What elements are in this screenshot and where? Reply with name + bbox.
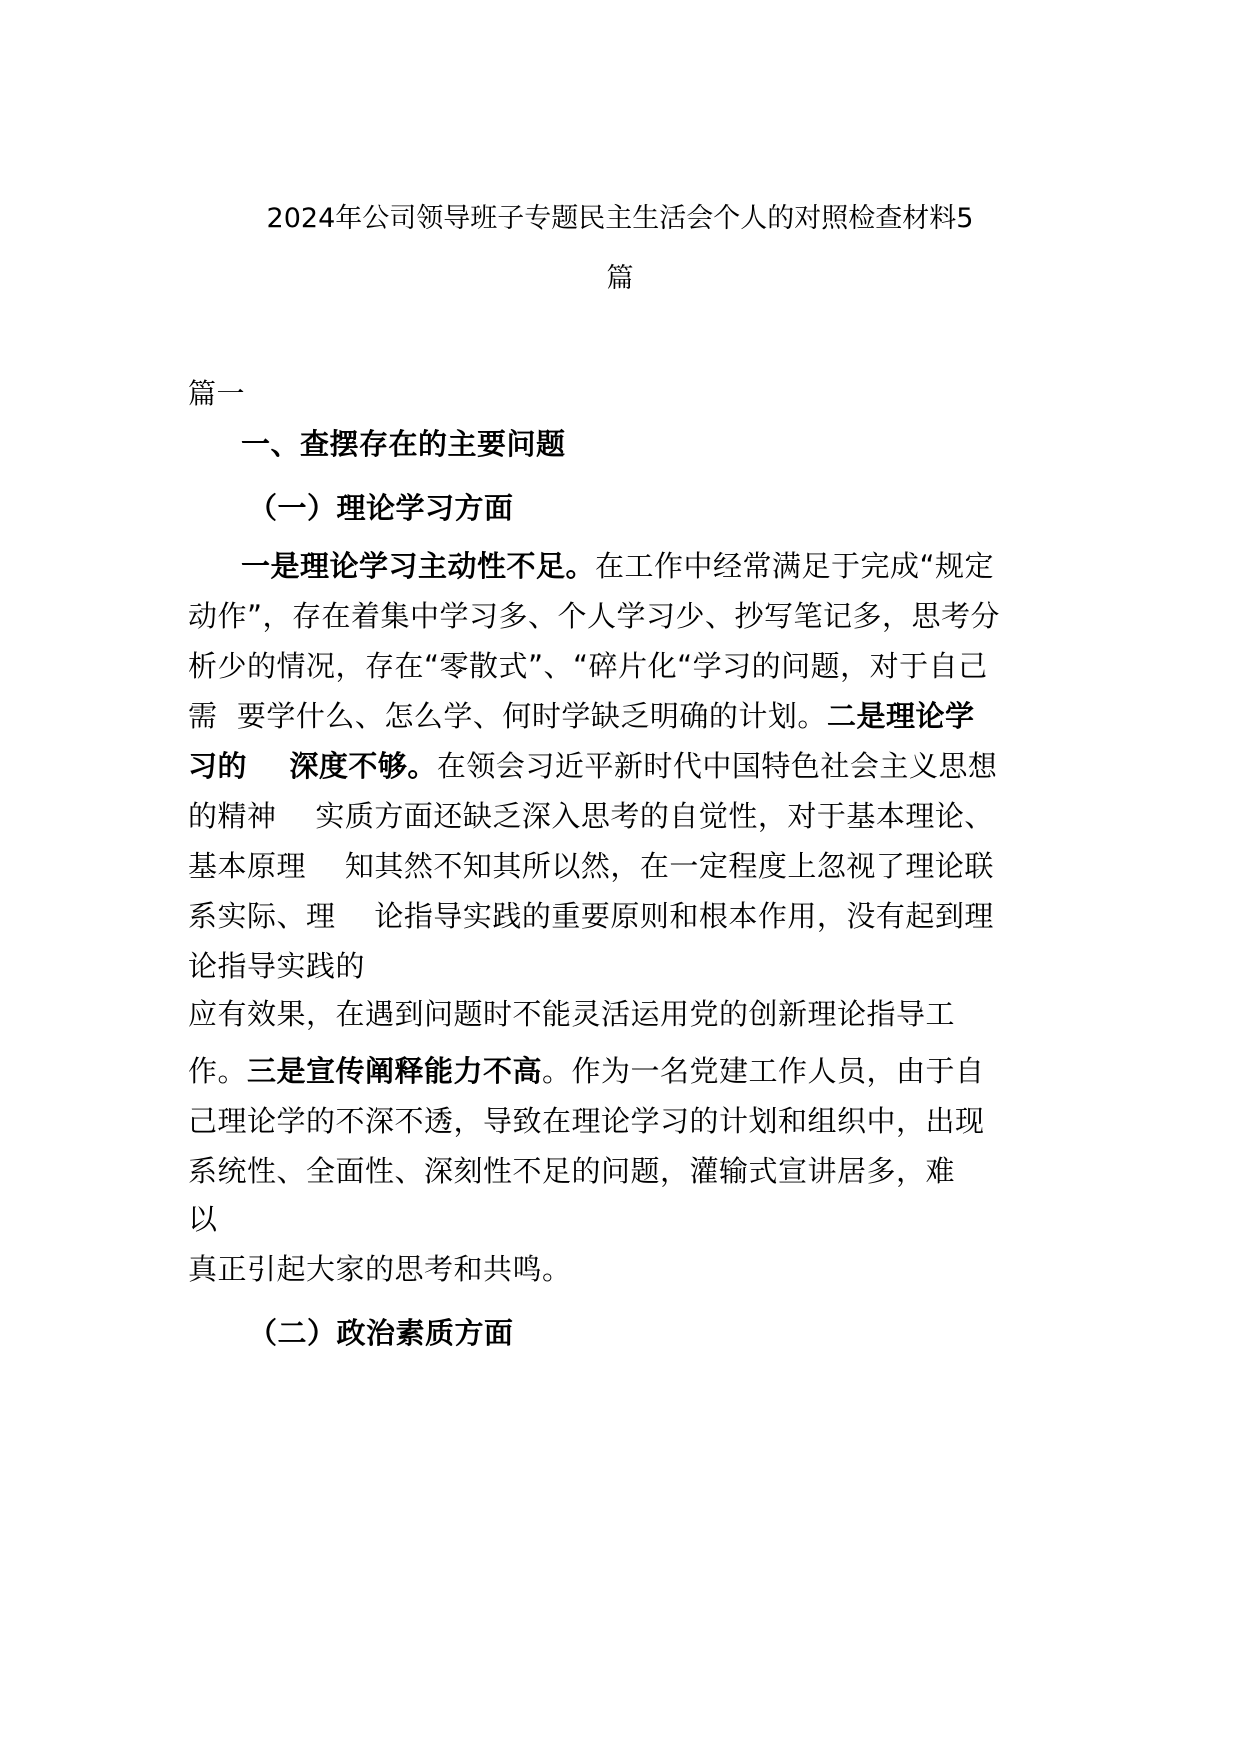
paragraph-line: 系实际、理 论指导实践的重要原则和根本作用，没有起到理 — [188, 899, 994, 933]
paragraph-line: 习的 深度不够。在领会习近平新时代中国特色社会主义思想 — [188, 749, 998, 783]
paragraph-line: 动作”，存在着集中学习多、个人学习少、抄写笔记多，思考分 — [188, 599, 1001, 633]
document-title-line-1: 2024年公司领导班子专题民主生活会个人的对照检查材料5 — [266, 203, 974, 234]
paragraph-line: 基本原理 知其然不知其所以然，在一定程度上忽视了理论联 — [188, 849, 994, 883]
paragraph-line: 真正引起大家的思考和共鸣。 — [188, 1252, 572, 1286]
bold-point-3: 三是宣传阐释能力不高 — [247, 1054, 543, 1088]
paragraph-line: 论指导实践的 — [188, 949, 366, 983]
paragraph-line: 的精神 实质方面还缺乏深入思考的自觉性，对于基本理论、 — [188, 799, 994, 833]
paragraph-line: 应有效果，在遇到问题时不能灵活运用党的创新理论指导工 — [188, 997, 956, 1031]
subsection-heading-theory: （一）理论学习方面 — [248, 491, 514, 525]
paragraph-line: 析少的情况，存在“零散式”、“碎片化“学习的问题，对于自己 — [188, 649, 988, 683]
paragraph-line: 一是理论学习主动性不足。在工作中经常满足于完成“规定 — [241, 549, 995, 583]
section-heading: 一、查摆存在的主要问题 — [241, 427, 566, 461]
bold-point-2-end: 习的 深度不够。 — [188, 749, 437, 783]
subsection-heading-political: （二）政治素质方面 — [248, 1316, 514, 1350]
paragraph-line: 以 — [188, 1202, 218, 1236]
paragraph-line: 己理论学的不深不透，导致在理论学习的计划和组织中，出现 — [188, 1104, 985, 1138]
document-title-line-2: 篇 — [606, 263, 634, 294]
bold-point-1: 一是理论学习主动性不足。 — [241, 549, 596, 583]
chapter-label: 篇一 — [188, 377, 246, 410]
paragraph-line: 系统性、全面性、深刻性不足的问题，灌输式宣讲居多，难 — [188, 1154, 956, 1188]
paragraph-line: 作。三是宣传阐释能力不高。作为一名党建工作人员，由于自 — [188, 1054, 985, 1088]
bold-point-2-start: 二是理论学 — [826, 699, 975, 733]
paragraph-line: 需 要学什么、怎么学、何时学缺乏明确的计划。二是理论学 — [188, 699, 975, 733]
